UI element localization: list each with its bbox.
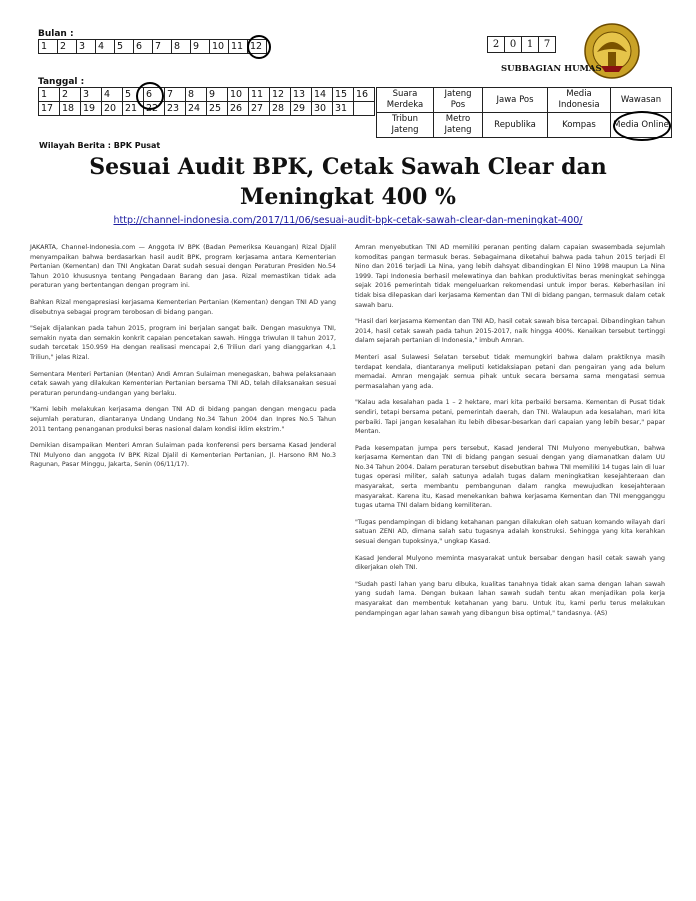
article-right-column (355, 243, 665, 625)
media-cell: Suara Merdeka (377, 88, 434, 113)
media-cell: Wawasan (611, 88, 672, 113)
article-url-link[interactable]: http://channel-indonesia.com/2017/11/06/sesuai-audit-bpk-cetak-sawah-clear-dan-meningkat-400/ (113, 215, 583, 226)
tanggal-grid (38, 87, 375, 116)
bulan-grid (38, 39, 267, 54)
bulan-cell: 8 (172, 40, 191, 54)
article-paragraph: Bahkan Rizal mengapresiasi kerjasama Kementerian Pertanian (Kementan) dengan TNI AD yang disebutnya sebagai program terobosan di bidang pangan. (30, 298, 336, 316)
tanggal-cell: 13 (291, 88, 312, 102)
tanggal-cell: 18 (60, 102, 81, 116)
wilayah-berita: Wilayah Berita : BPK Pusat (39, 141, 161, 150)
tanggal-cell: 26 (228, 102, 249, 116)
tanggal-cell: 14 (312, 88, 333, 102)
article-paragraph: "Sejak dijalankan pada tahun 2015, program ini berjalan sangat baik. Dengan masuknya TNI, semakin nyata dan semakin konkrit capaian pencetakan sawah. Hingga triwulan II tahun 2017, sudah tercetak 150.959 Ha dengan realisasi mencapai 2,6 Triliun dari yang dianggarkan 4,1 Triliun," jelas Rizal. (30, 325, 336, 361)
tanggal-cell: 10 (228, 88, 249, 102)
article-paragraph: "Tugas pendampingan di bidang ketahanan pangan dilakukan oleh satuan komando wilayah dari satuan ZENI AD, dimana salah satu tugasnya adalah konstruksi. Sehingga yang kita kerahkan sesuai dengan tupoksinya," ungkap Kasad. (355, 518, 665, 546)
article-paragraph: Amran menyebutkan TNI AD memiliki peranan penting dalam capaian swasembada sejumlah komoditas pangan termasuk beras. Sebagaimana diketahui bahwa pada tahun 2015 terjadi El Nino dan 2016 terjadi La Nina, yang lebih dahsyat dibandingkan El Nino 1998 maupun La Nina 1999. Tapi Indonesia berhasil melewatinya dan bahkan produktivitas beras meningkat sehingga sejak 2016 pemerintah tidak mengeluarkan rekomendasi untuk impor beras. Keberhasilan ini tidak bisa dilepaskan dari kerjasama Kementan dan TNI di bidang pangan, termasuk dalam cetak sawah baru. (355, 244, 665, 309)
tanggal-cell: 20 (102, 102, 123, 116)
article-title-line1: Sesuai Audit BPK, Cetak Sawah Clear dan (89, 154, 607, 180)
media-selected-circle (613, 111, 671, 141)
tanggal-cell: 16 (354, 88, 375, 102)
article-paragraph: "Hasil dari kerjasama Kementan dan TNI AD, hasil cetak sawah bisa tercapai. Dibandingkan tahun 2014, hasil cetak sawah pada tahun 2015-2017, naik hingga 400%. Kenaikan tersebut tertinggi dalam sejarah pertanian di Indonesia," imbuh Amran. (355, 318, 665, 345)
tanggal-cell: 6 (144, 88, 165, 102)
tanggal-cell: 31 (333, 102, 354, 116)
tanggal-cell: 3 (81, 88, 102, 102)
article-paragraph: "Sudah pasti lahan yang baru dibuka, kualitas tanahnya tidak akan sama dengan lahan sawah yang sudah lama. Dengan bukaan lahan sawah sudah tentu akan menjadikan pola kerja masyarakat dan membentuk ketahanan yang baru. Untuk itu, kami perlu terus melakukan pendampingan agar lahan sawah yang dibangun bisa optimal," tandasnya. (AS) (355, 580, 665, 617)
tanggal-cell: 12 (270, 88, 291, 102)
bulan-cell: 4 (96, 40, 115, 54)
tanggal-cell: 22 (144, 102, 165, 116)
tanggal-cell: 8 (186, 88, 207, 102)
media-cell: Media Indonesia (548, 88, 611, 113)
tanggal-cell: 19 (81, 102, 102, 116)
article-paragraph: "Kami lebih melakukan kerjasama dengan TNI AD di bidang pangan dengan mengacu pada sejumlah peraturan, diantaranya Undang Undang No.34 Tahun 2004 dan Inpres No.5 Tahun 2011 tentang penanganan produksi beras nasional dalam kondisi iklim ekstrim." (30, 406, 336, 433)
tanggal-cell: 5 (123, 88, 144, 102)
media-cell: Tribun Jateng (377, 113, 434, 138)
year-box (487, 36, 556, 53)
bulan-cell: 9 (191, 40, 210, 54)
year-digit: 2 (488, 37, 505, 53)
tanggal-cell: 29 (291, 102, 312, 116)
bulan-cell: 12 (248, 40, 267, 54)
tanggal-cell: 9 (207, 88, 228, 102)
media-cell: Media Online (611, 113, 672, 138)
bulan-selected-circle (247, 35, 271, 59)
tanggal-cell: 17 (39, 102, 60, 116)
tanggal-cell: 7 (165, 88, 186, 102)
bulan-label: Bulan : (38, 29, 74, 39)
tanggal-cell: 25 (207, 102, 228, 116)
article-paragraph: Menteri asal Sulawesi Selatan tersebut tidak memungkiri bahwa dalam praktiknya masih terdapat kendala, diantaranya meliputi ketidaksiapan petani dan pengairan yang ada belum memadai. Amran mengajak semua pihak untuk secara bersama sama mengatasi semua permasalahan yang ada. (355, 353, 665, 390)
media-cell: Metro Jateng (434, 113, 483, 138)
tanggal-cell: 1 (39, 88, 60, 102)
media-cell: Kompas (548, 113, 611, 138)
tanggal-cell: 2 (60, 88, 81, 102)
media-table (376, 87, 672, 138)
article-title-line2: Meningkat 400 % (240, 184, 456, 210)
article-paragraph: Demikian disampaikan Menteri Amran Sulaiman pada konferensi pers bersama Kasad Jenderal TNI Mulyono dan anggota IV BPK Rizal Djalil di Kementerian Pertanian, Jl. Harsono RM No.3 Ragunan, Pasar Minggu, Jakarta, Senin (06/11/17). (30, 442, 336, 469)
media-cell: Republika (483, 113, 548, 138)
article-paragraph: Pada kesempatan jumpa pers tersebut, Kasad Jenderal TNI Mulyono menyebutkan, bahwa kerjasama Kementan dan TNI di bidang pangan sesuai dengan yang diamanatkan dalam UU No.34 Tahun 2004. Dalam peraturan tersebut disebutkan bahwa TNI memiliki 14 tugas lain di luar tugas operasi militer, salah satunya adalah tugas dalam meningkatkan kesejahteraan dan masyarakat, serta membantu pembangunan dalam rangka mewujudkan kesejahteraan masyarakat. Karena itu, Kasad menekankan bahwa kerjasama Kementan dan TNI mengganggu tugas utama TNI dalam bidang kemiliteran. (355, 444, 665, 510)
year-digit: 0 (505, 37, 522, 53)
bulan-cell: 3 (77, 40, 96, 54)
org-name: SUBBAGIAN HUMAS (501, 64, 602, 74)
tanggal-cell: 21 (123, 102, 144, 116)
bulan-cell: 5 (115, 40, 134, 54)
article-paragraph: "Kalau ada kesalahan pada 1 – 2 hektare, mari kita perbaiki bersama. Kementan di Pusat tidak sendiri, tetapi bersama petani, pemerintah daerah, dan TNI. Walaupun ada kesalahan, mari kita perbaiki. Tapi jangan kesalahan itu lebih dibesar-besarkan dari capaian yang lebih besar," papar Mentan. (355, 399, 665, 436)
bulan-cell: 2 (58, 40, 77, 54)
tanggal-cell (354, 102, 375, 116)
tanggal-cell: 23 (165, 102, 186, 116)
tanggal-cell: 15 (333, 88, 354, 102)
tanggal-cell: 4 (102, 88, 123, 102)
article-paragraph: Sementara Menteri Pertanian (Mentan) Andi Amran Sulaiman menegaskan, bahwa pelaksanaan cetak sawah yang dilakukan Kementerian Pertanian bersama TNI AD, telah dilaksanakan sesuai peraturan perundang-undangan yang berlaku. (30, 370, 336, 397)
bulan-cell: 1 (39, 40, 58, 54)
bulan-cell: 11 (229, 40, 248, 54)
year-digit: 1 (522, 37, 539, 53)
tanggal-cell: 28 (270, 102, 291, 116)
media-cell: Jawa Pos (483, 88, 548, 113)
tanggal-selected-circle (136, 82, 164, 110)
article-paragraph: Kasad Jenderal Mulyono meminta masyarakat untuk bersabar dengan hasil cetak sawah yang dikerjakan oleh TNI. (355, 554, 665, 572)
tanggal-cell: 27 (249, 102, 270, 116)
bulan-cell: 10 (210, 40, 229, 54)
article-left-column (30, 243, 336, 477)
article-paragraph: JAKARTA, Channel-Indonesia.com — Anggota IV BPK (Badan Pemeriksa Keuangan) Rizal Djalil menyampaikan bahwa berdasarkan hasil audit BPK, program kerjasama antara Kementerian Pertanian (Kementan) dan TNI Angkatan Darat sudah sesuai dengan Peraturan Presiden No.54 Tahun 2010 khususnya tentang Pengadaan Barang dan Jasa. Rizal memastikan tidak ada peraturan yang bertentangan dengan program ini. (30, 244, 336, 290)
bulan-cell: 6 (134, 40, 153, 54)
bulan-cell: 7 (153, 40, 172, 54)
tanggal-label: Tanggal : (38, 77, 85, 87)
tanggal-cell: 11 (249, 88, 270, 102)
tanggal-cell: 30 (312, 102, 333, 116)
media-cell: Jateng Pos (434, 88, 483, 113)
tanggal-cell: 24 (186, 102, 207, 116)
year-digit: 7 (539, 37, 556, 53)
